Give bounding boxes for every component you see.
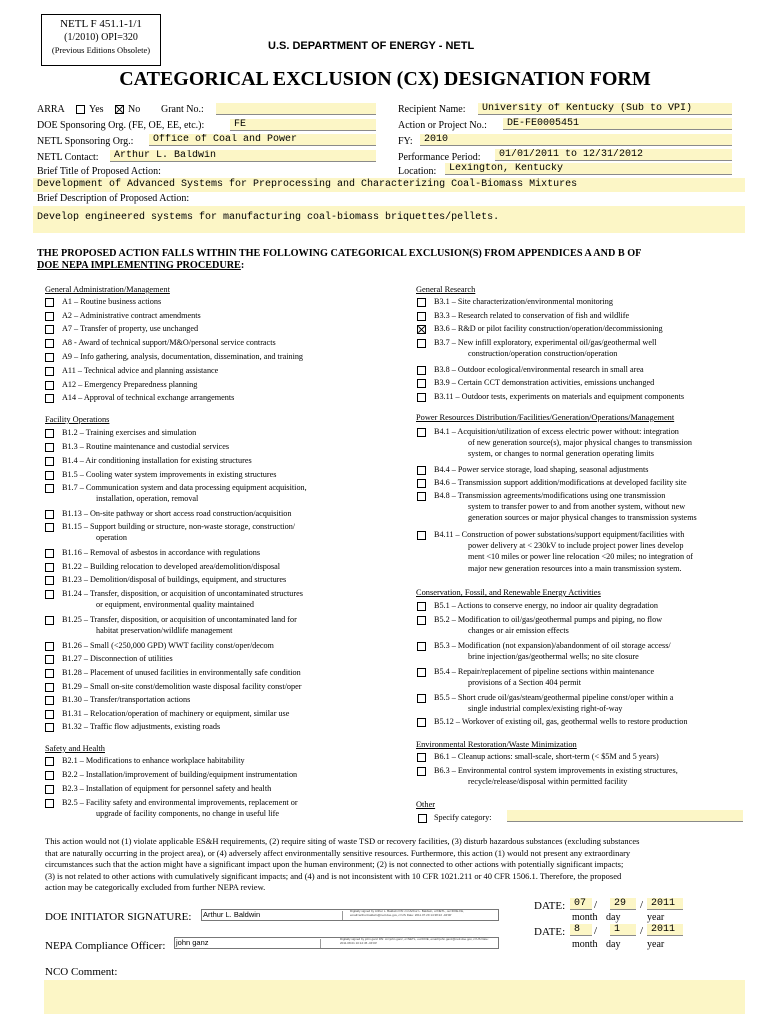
left-cx-item-checkbox[interactable] <box>45 510 54 519</box>
left-cx-item-label: A2 – Administrative contract amendments <box>62 311 201 320</box>
date1-month-input[interactable]: 07 <box>570 898 592 910</box>
initiator-signature-box[interactable] <box>201 909 499 921</box>
left-cx-item-label: B1.22 – Building relocation to developed area/demolition/disposal <box>62 562 281 571</box>
right-cx-item-label: of new generation source(s), major physical changes to transmission <box>468 438 692 448</box>
left-cx-item-label: B1.24 – Transfer, disposition, or acquisition of uncontaminated structures <box>62 589 303 598</box>
left-cx-item-label: B1.5 – Cooling water system improvements in existing structures <box>62 470 277 479</box>
grant-no-label: Grant No.: <box>161 104 204 115</box>
initiator-signature-name: Arthur L. Baldwin <box>203 910 261 919</box>
right-cx-item-label: B3.3 – Research related to conservation of fish and wildlife <box>434 311 630 320</box>
right-cx-item-label: B4.6 – Transmission support addition/modifications at developed facility site <box>434 478 687 487</box>
date2-month-caption: month <box>572 939 598 950</box>
left-cx-item-label: B1.2 – Training exercises and simulation <box>62 428 197 437</box>
right-cx-item-checkbox[interactable] <box>417 393 426 402</box>
location-label: Location: <box>398 166 437 177</box>
recipient-label: Recipient Name: <box>398 104 466 115</box>
date2-year-caption: year <box>647 939 665 950</box>
left-cx-item-label: B2.5 – Facility safety and environmental improvements, replacement or <box>62 798 298 807</box>
right-cx-item-label: B4.8 – Transmission agreements/modifications using one transmission <box>434 491 666 500</box>
specify-category-checkbox[interactable] <box>418 814 427 823</box>
right-cx-item-checkbox[interactable] <box>417 428 426 437</box>
right-cx-item-label: single industrial complex/existing right-of-way <box>468 704 623 714</box>
date1-day-input[interactable]: 29 <box>610 898 636 910</box>
initiator-signature-label: DOE INITIATOR SIGNATURE: <box>45 911 192 923</box>
left-cx-item-checkbox[interactable] <box>45 484 54 493</box>
left-cx-item-label: B1.3 – Routine maintenance and custodial services <box>62 442 230 451</box>
fy-label: FY: <box>398 136 413 147</box>
left-cx-item-label: installation, operation, removal <box>96 494 199 504</box>
right-cx-item-checkbox[interactable] <box>417 325 426 334</box>
left-cx-item-checkbox[interactable] <box>45 799 54 808</box>
left-cx-item-checkbox[interactable] <box>45 683 54 692</box>
left-cx-item-checkbox[interactable] <box>45 669 54 678</box>
right-cx-item-label: B5.2 – Modification to oil/gas/geothermal pumps and piping, no flow <box>434 615 663 624</box>
nepa-signature-divider <box>320 939 321 948</box>
left-cx-item-label: B1.32 – Traffic flow adjustments, existing roads <box>62 722 221 731</box>
date1-sep2: / <box>640 899 644 911</box>
left-cx-item-label: B1.28 – Placement of unused facilities in environmentally safe condition <box>62 668 301 677</box>
brief-title-label: Brief Title of Proposed Action: <box>37 166 161 177</box>
location-input[interactable]: Lexington, Kentucky <box>445 163 732 175</box>
right-cx-item-checkbox[interactable] <box>417 339 426 348</box>
left-cx-item-label: B1.30 – Transfer/transportation actions <box>62 695 191 704</box>
left-cx-item-label: habitat preservation/wildlife management <box>96 626 233 636</box>
left-cx-item-checkbox[interactable] <box>45 523 54 532</box>
section-facility-ops: Facility Operations <box>45 415 110 424</box>
right-cx-item-label: changes or air emission effects <box>468 626 569 636</box>
left-cx-item-label: A12 – Emergency Preparedness planning <box>62 380 198 389</box>
form-id-line2: (1/2010) OPI=320 <box>64 32 138 43</box>
right-cx-item-label: B5.4 – Repair/replacement of pipeline sections within maintenance <box>434 667 655 676</box>
disclaimer-text <box>45 836 639 894</box>
specify-category-label: Specify category: <box>434 813 492 822</box>
doe-org-label: DOE Sponsoring Org. (FE, OE, EE, etc.): <box>37 120 205 131</box>
nepa-signature-name: john ganz <box>176 938 209 947</box>
nepa-signature-box[interactable] <box>174 937 499 949</box>
disclaimer-line: circumstances such that the action might have a significant impact upon the human environment; (2) is not connected to other actions with potentially significant impacts; <box>45 859 624 870</box>
initiator-signature-meta: Digitally signed by Arthur L. Baldwin DN: cn=Arthur L. Baldwin, o=NETL, ou=DOE-FE, email=arthur.baldwin@netl.doe.gov, c=US Date: 2011.07.29 14:38:22 -04'00' <box>350 910 464 917</box>
right-cx-item-label: B5.12 – Workover of existing oil, gas, geothermal wells to restore production <box>434 717 688 726</box>
netl-org-input[interactable]: Office of Coal and Power <box>149 134 376 146</box>
page-title: CATEGORICAL EXCLUSION (CX) DESIGNATION FORM <box>119 68 651 90</box>
section-general-admin: General Administration/Management <box>45 285 170 294</box>
left-cx-item-checkbox[interactable] <box>45 771 54 780</box>
right-cx-item-checkbox[interactable] <box>417 767 426 776</box>
left-cx-item-checkbox[interactable] <box>45 590 54 599</box>
left-cx-item-label: B1.27 – Disconnection of utilities <box>62 654 173 663</box>
section-conservation: Conservation, Fossil, and Renewable Energy Activities <box>416 588 601 597</box>
disclaimer-line: action may be categorically excluded from further NEPA review. <box>45 882 266 893</box>
left-cx-item-label: operation <box>96 533 127 543</box>
left-cx-item-label: A14 – Approval of technical exchange arrangements <box>62 393 235 402</box>
right-cx-item-label: B3.6 – R&D or pilot facility construction/operation/decommissioning <box>434 324 663 333</box>
right-cx-item-label: B3.9 – Certain CCT demonstration activities, emissions unchanged <box>434 378 655 387</box>
right-cx-item-checkbox[interactable] <box>417 642 426 651</box>
doe-org-input[interactable]: FE <box>230 119 376 131</box>
left-cx-item-label: B1.23 – Demolition/disposal of buildings, equipment, and structures <box>62 575 287 584</box>
left-cx-item-checkbox[interactable] <box>45 757 54 766</box>
arra-yes-checkbox[interactable] <box>76 105 85 114</box>
brief-desc-input[interactable]: Develop engineered systems for manufacturing coal-biomass briquettes/pellets. <box>33 206 745 233</box>
right-cx-item-checkbox[interactable] <box>417 479 426 488</box>
right-cx-item-checkbox[interactable] <box>417 492 426 501</box>
right-cx-item-checkbox[interactable] <box>417 298 426 307</box>
nepa-officer-label: NEPA Compliance Officer: <box>45 940 166 952</box>
proposed-action-heading <box>37 248 641 272</box>
left-cx-item-checkbox[interactable] <box>45 696 54 705</box>
right-cx-item-checkbox[interactable] <box>417 753 426 762</box>
date2-label: DATE: <box>534 926 566 938</box>
section-env-restoration: Environmental Restoration/Waste Minimization <box>416 740 577 749</box>
netl-org-label: NETL Sponsoring Org.: <box>37 136 134 147</box>
left-cx-item-checkbox[interactable] <box>45 381 54 390</box>
right-cx-item-label: power delivery at < 230kV to include project power lines develop <box>468 541 684 551</box>
right-cx-item-label: B5.1 – Actions to conserve energy, no indoor air quality degradation <box>434 601 658 610</box>
left-cx-item-label: B1.16 – Removal of asbestos in accordance with regulations <box>62 548 261 557</box>
right-cx-item-label: B6.3 – Environmental control system improvements in existing structures, <box>434 766 678 775</box>
left-cx-item-checkbox[interactable] <box>45 353 54 362</box>
form-id-box <box>41 14 161 66</box>
fy-input[interactable]: 2010 <box>420 134 732 146</box>
brief-desc-label: Brief Description of Proposed Action: <box>37 193 190 204</box>
date1-month-caption: month <box>572 912 598 923</box>
right-cx-item-checkbox[interactable] <box>417 379 426 388</box>
date1-sep1: / <box>594 899 598 911</box>
right-cx-item-label: B4.11 – Construction of power substations/support equipment/facilities with <box>434 530 685 539</box>
section-other: Other <box>416 800 436 809</box>
form-id-line1: NETL F 451.1-1/1 <box>60 18 142 30</box>
right-cx-item-label: system to transfer power to and from another system, without new <box>468 502 686 512</box>
left-cx-item-label: A1 – Routine business actions <box>62 297 162 306</box>
disclaimer-line: that are naturally occurring in the project area), or (4) adversely affect environmentally sensitive resources. Furthermore, this action (1) would not present any extraordinary <box>45 847 631 858</box>
right-cx-item-label: major new generation resources into a main transmission system. <box>468 563 682 573</box>
left-cx-item-checkbox[interactable] <box>45 325 54 334</box>
date1-label: DATE: <box>534 900 566 912</box>
section-general-research: General Research <box>416 285 476 294</box>
left-cx-item-label: A8 - Award of technical support/M&O/personal service contracts <box>62 338 276 347</box>
left-cx-item-label: B1.4 – Air conditioning installation for existing structures <box>62 456 252 465</box>
left-cx-item-checkbox[interactable] <box>45 339 54 348</box>
left-cx-item-label: B2.3 – Installation of equipment for personnel safety and health <box>62 784 272 793</box>
right-cx-item-label: B4.4 – Power service storage, load shaping, seasonal adjustments <box>434 465 649 474</box>
right-cx-item-checkbox[interactable] <box>417 602 426 611</box>
right-cx-item-label: B4.1 – Acquisition/utilization of excess electric power without: integration <box>434 427 679 436</box>
left-cx-item-checkbox[interactable] <box>45 642 54 651</box>
brief-title-input[interactable]: Development of Advanced Systems for Preprocessing and Characterizing Coal-Biomass Mixtures <box>33 178 745 192</box>
grant-no-input[interactable] <box>216 103 376 115</box>
right-cx-item-checkbox[interactable] <box>417 312 426 321</box>
left-cx-item-checkbox[interactable] <box>45 616 54 625</box>
left-cx-item-checkbox[interactable] <box>45 457 54 466</box>
right-cx-item-label: B3.7 – New infill exploratory, experimental oil/gas/geothermal well <box>434 338 657 347</box>
date2-day-caption: day <box>606 939 621 950</box>
date2-year-input[interactable]: 2011 <box>647 924 683 936</box>
department-title: U.S. DEPARTMENT OF ENERGY - NETL <box>268 40 475 52</box>
left-cx-item-checkbox[interactable] <box>45 785 54 794</box>
left-cx-item-checkbox[interactable] <box>45 549 54 558</box>
right-cx-item-label: provisions of a Section 404 permit <box>468 678 582 688</box>
right-cx-item-label: generation sources or major physical changes to transmission systems <box>468 513 697 523</box>
left-cx-item-label: upgrade of facility components, no change in useful life <box>96 809 280 819</box>
right-cx-item-label: B5.5 – Short crude oil/gas/steam/geothermal pipeline const/oper within a <box>434 693 674 702</box>
left-cx-item-label: B1.29 – Small on-site const/demolition waste disposal facility const/oper <box>62 682 302 691</box>
date2-sep2: / <box>640 925 644 937</box>
date1-day-caption: day <box>606 912 621 923</box>
proposed-heading-colon: : <box>240 260 245 271</box>
arra-yes-label: Yes <box>89 104 104 115</box>
proposed-heading-line2 <box>37 260 641 272</box>
right-cx-item-label: B6.1 – Cleanup actions: small-scale, short-term (< $5M and 5 years) <box>434 752 659 761</box>
netl-contact-input[interactable]: Arthur L. Baldwin <box>110 150 376 162</box>
left-cx-item-label: B1.15 – Support building or structure, non-waste storage, construction/ <box>62 522 296 531</box>
date1-year-input[interactable]: 2011 <box>647 898 683 910</box>
left-cx-item-label: A7 – Transfer of property, use unchanged <box>62 324 199 333</box>
left-cx-item-checkbox[interactable] <box>45 429 54 438</box>
arra-no-label: No <box>128 104 141 115</box>
right-cx-item-label: ment <10 miles or power line relocation <20 miles; no integration of <box>468 552 694 562</box>
left-cx-item-label: B1.26 – Small (<250,000 GPD) WWT facility const/oper/decom <box>62 641 274 650</box>
left-cx-item-checkbox[interactable] <box>45 471 54 480</box>
left-cx-item-checkbox[interactable] <box>45 563 54 572</box>
period-label: Performance Period: <box>398 152 481 163</box>
nco-comment-input[interactable] <box>44 980 745 1014</box>
right-cx-item-checkbox[interactable] <box>417 668 426 677</box>
action-no-input[interactable]: DE-FE0005451 <box>503 118 732 130</box>
left-cx-item-label: B2.2 – Installation/improvement of building/equipment instrumentation <box>62 770 298 779</box>
left-cx-item-checkbox[interactable] <box>45 312 54 321</box>
right-cx-item-label: system, or changes to normal generation operating limits <box>468 449 654 459</box>
left-cx-item-label: B2.1 – Modifications to enhance workplace habitability <box>62 756 245 765</box>
section-safety: Safety and Health <box>45 744 105 753</box>
right-cx-item-checkbox[interactable] <box>417 616 426 625</box>
date2-month-input[interactable]: 8 <box>570 924 592 936</box>
form-id-line3: (Previous Editions Obsolete) <box>51 45 151 55</box>
right-cx-item-checkbox[interactable] <box>417 531 426 540</box>
nepa-signature-meta: Digitally signed by john ganz DN: cn=john ganz, o=NETL, ou=DOE, email=john.ganz@netl.doe.gov, c=US Date: 2011.08.01 10:12:45 -04'00' <box>340 938 489 945</box>
left-cx-item-label: B1.13 – On-site pathway or short access road construction/acquisition <box>62 509 292 518</box>
date1-year-caption: year <box>647 912 665 923</box>
right-cx-item-checkbox[interactable] <box>417 366 426 375</box>
left-cx-item-label: B1.7 – Communication system and data processing equipment acquisition, <box>62 483 307 492</box>
section-power: Power Resources Distribution/Facilities/Generation/Operations/Management <box>416 413 675 422</box>
left-cx-item-label: A11 – Technical advice and planning assistance <box>62 366 219 375</box>
right-cx-item-checkbox[interactable] <box>417 694 426 703</box>
left-cx-item-checkbox[interactable] <box>45 723 54 732</box>
left-cx-item-label: B1.25 – Transfer, disposition, or acquisition of uncontaminated land for <box>62 615 297 624</box>
left-cx-item-checkbox[interactable] <box>45 394 54 403</box>
disclaimer-line: (3) is not related to other actions with cumulatively significant impacts; and (4) and is not inconsistent with 10 CFR 1021.211 or 40 CFR 1506.1. Therefore, the proposed <box>45 870 622 881</box>
left-cx-item-checkbox[interactable] <box>45 710 54 719</box>
left-cx-item-checkbox[interactable] <box>45 443 54 452</box>
proposed-heading-line1: THE PROPOSED ACTION FALLS WITHIN THE FOLLOWING CATEGORICAL EXCLUSION(S) FROM APPENDICES A AND B OF <box>37 248 642 259</box>
right-cx-item-label: B3.11 – Outdoor tests, experiments on materials and equipment components <box>434 392 685 401</box>
recipient-input[interactable]: University of Kentucky (Sub to VPI) <box>478 103 732 115</box>
arra-no-checkbox[interactable] <box>115 105 124 114</box>
right-cx-item-label: B3.8 – Outdoor ecological/environmental research in small area <box>434 365 644 374</box>
left-cx-item-checkbox[interactable] <box>45 655 54 664</box>
right-cx-item-label: B5.3 – Modification (not expansion)/abandonment of oil storage access/ <box>434 641 671 650</box>
netl-contact-label: NETL Contact: <box>37 152 99 163</box>
left-cx-item-label: A9 – Info gathering, analysis, documentation, dissemination, and training <box>62 352 304 361</box>
specify-category-input[interactable] <box>507 810 743 822</box>
date2-day-input[interactable]: 1 <box>610 924 636 936</box>
right-cx-item-checkbox[interactable] <box>417 718 426 727</box>
initiator-signature-divider <box>342 911 343 920</box>
right-cx-item-label: recycle/release/disposal within permitted facility <box>468 777 628 787</box>
left-cx-item-checkbox[interactable] <box>45 576 54 585</box>
proposed-heading-underlined: DOE NEPA IMPLEMENTING PROCEDURE <box>37 260 241 271</box>
disclaimer-line: This action would not (1) violate applicable ES&H requirements, (2) require siting of waste TSD or recovery facilities, (3) disturb hazardous substances (excluding substances <box>45 836 640 846</box>
right-cx-item-label: construction/operation construction/operation <box>468 349 618 359</box>
date2-sep1: / <box>594 925 598 937</box>
nco-comment-label: NCO Comment: <box>45 966 118 978</box>
right-cx-item-label: brine injection/gas/geothermal wells; no site closure <box>468 652 639 662</box>
action-no-label: Action or Project No.: <box>398 120 487 131</box>
left-cx-item-checkbox[interactable] <box>45 298 54 307</box>
left-cx-item-label: B1.31 – Relocation/operation of machinery or equipment, similar use <box>62 709 290 718</box>
right-cx-item-label: B3.1 – Site characterization/environmental monitoring <box>434 297 613 306</box>
arra-label: ARRA <box>37 104 65 115</box>
right-cx-item-checkbox[interactable] <box>417 466 426 475</box>
left-cx-item-checkbox[interactable] <box>45 367 54 376</box>
left-cx-item-label: or equipment, environmental quality maintained <box>96 600 255 610</box>
period-input[interactable]: 01/01/2011 to 12/31/2012 <box>495 149 732 161</box>
